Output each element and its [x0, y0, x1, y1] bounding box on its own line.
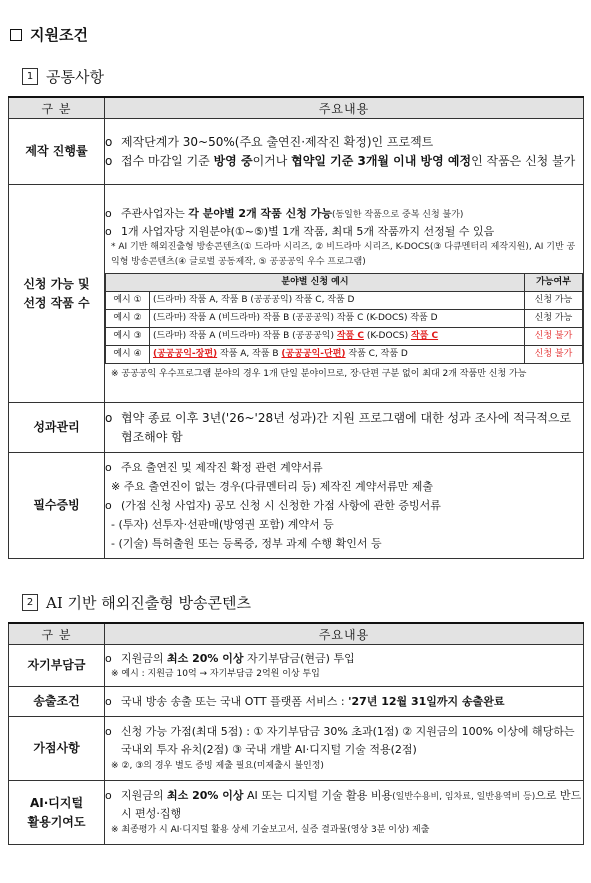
row-label: AI·디지털 활용기여도 [9, 781, 105, 845]
list-item: - (기술) 특허출원 또는 등록증, 정부 과제 수행 확인서 등 [111, 537, 382, 550]
status-badge: 신청 가능 [525, 292, 583, 310]
section-2-heading [22, 592, 251, 613]
footnote: ※ 공공공익 우수프로그램 분야의 경우 1개 단일 분야이므로, 장·단편 구분 없이 최대 2개 작품만 신청 가능 [111, 369, 527, 379]
header-content: 주요내용 [105, 97, 584, 119]
table-header-row [9, 97, 584, 119]
row-label: 신청 가능 및 선정 작품 수 [9, 185, 105, 403]
examples-table [105, 273, 583, 364]
table-header-row [9, 623, 584, 645]
list-item: o 제작단계가 30~50%(주요 출연진·제작진 확정)인 프로젝트 [105, 134, 434, 149]
list-item: o 지원금의 최소 20% 이상 자기부담금(현금) 투입 [105, 651, 355, 665]
list-item: o 신청 가능 가점(최대 5점) : ① 자기부담금 30% 초과(1점) ② 지원금의 100% 이상에 해당하는 국내외 투자 유치(2점) ③ 국내 개발 AI·디지털 기술 적용(2점) [105, 725, 575, 756]
row-content [105, 717, 584, 781]
table-row [9, 453, 584, 559]
section-number-box: 2 [22, 594, 38, 611]
table-row: 예시 ① (드라마) 작품 A, 작품 B (공공공익) 작품 C, 작품 D 신청 가능 [106, 292, 583, 310]
footnote: * AI 기반 해외진출형 방송콘텐츠(① 드라마 시리즈, ② 비드라마 시리즈, K-DOCS(③ 다큐멘터리 제작지원), AI 기반 공익형 방송콘텐츠(④ 글로벌 공동제작, ⑤ 공공공익 우수 프로그램) [111, 242, 576, 267]
table-row [9, 403, 584, 453]
table-row [9, 645, 584, 687]
examples-header: 분야별 신청 예시 [106, 274, 525, 292]
row-content [105, 645, 584, 687]
footnote: ※ ②, ③의 경우 별도 증빙 제출 필요(미제출시 불인정) [111, 761, 324, 771]
row-content [105, 119, 584, 185]
page-title [10, 24, 88, 45]
section-1-heading [22, 66, 104, 87]
table-row [9, 781, 584, 845]
status-badge: 신청 가능 [525, 310, 583, 328]
table-row: 예시 ② (드라마) 작품 A (비드라마) 작품 B (공공공익) 작품 C (K-DOCS) 작품 D 신청 가능 [106, 310, 583, 328]
row-content [105, 781, 584, 845]
table-row [9, 687, 584, 717]
row-content [105, 687, 584, 717]
row-label: 송출조건 [9, 687, 105, 717]
list-item: o (가점 신청 사업자) 공모 신청 시 신청한 가점 사항에 관한 증빙서류 [105, 499, 441, 512]
list-item: o 협약 종료 이후 3년('26~'28년 성과)간 지원 프로그램에 대한 성과 조사에 적극적으로 협조해야 함 [105, 410, 572, 444]
table-row: 예시 ③ (드라마) 작품 A (비드라마) 작품 B (공공공익) 작품 C (K-DOCS) 작품 C 신청 불가 [106, 328, 583, 346]
header-category: 구 분 [9, 623, 105, 645]
status-badge: 신청 불가 [525, 328, 583, 346]
ai-overseas-content-table [8, 622, 584, 845]
list-item: o 접수 마감일 기준 방영 중이거나 협약일 기준 3개월 이내 방영 예정인 작품은 신청 불가 [105, 153, 576, 168]
table-row: 예시 ④ (공공공익-장편) 작품 A, 작품 B (공공공익-단편) 작품 C, 작품 D 신청 불가 [106, 346, 583, 364]
header-category: 구 분 [9, 97, 105, 119]
list-item: o 1개 사업자당 지원분야(①~⑤)별 1개 작품, 최대 5개 작품까지 선정될 수 있음 [105, 225, 495, 238]
section-2-title: AI 기반 해외진출형 방송콘텐츠 [46, 594, 251, 612]
status-header: 가능여부 [525, 274, 583, 292]
common-conditions-table [8, 96, 584, 559]
header-content: 주요내용 [105, 623, 584, 645]
section-number-box: 1 [22, 68, 38, 85]
row-content [105, 403, 584, 453]
row-label: 필수증빙 [9, 453, 105, 559]
row-label: 자기부담금 [9, 645, 105, 687]
table-row [9, 717, 584, 781]
list-item: o 지원금의 최소 20% 이상 AI 또는 디지털 기술 활용 비용(일반수용비, 임차료, 일반용역비 등)으로 반드시 편성·집행 [105, 789, 582, 820]
footnote: ※ 주요 출연진이 없는 경우(다큐멘터리 등) 제작진 계약서류만 제출 [111, 480, 434, 493]
status-badge: 신청 불가 [525, 346, 583, 364]
row-label: 제작 진행률 [9, 119, 105, 185]
footnote: ※ 최종평가 시 AI·디지털 활용 상세 기술보고서, 실증 결과물(영상 3분 이상) 제출 [111, 825, 430, 835]
list-item: o 국내 방송 송출 또는 국내 OTT 플랫폼 서비스 : '27년 12월 31일까지 송출완료 [105, 694, 505, 708]
row-content [105, 453, 584, 559]
footnote: ※ 예시 : 지원금 10억 → 자기부담금 2억원 이상 투입 [111, 668, 320, 679]
checkbox-square-icon [10, 29, 22, 41]
page-title-text: 지원조건 [30, 26, 88, 44]
table-row [9, 119, 584, 185]
section-1-title: 공통사항 [46, 68, 104, 86]
list-item: - (투자) 선투자·선판매(방영권 포함) 계약서 등 [111, 518, 334, 531]
row-label: 가점사항 [9, 717, 105, 781]
list-item: o 주관사업자는 각 분야별 2개 작품 신청 가능(동일한 작품으로 중복 신청 불가) [105, 207, 464, 220]
row-content [105, 185, 584, 403]
table-row [9, 185, 584, 403]
row-label: 성과관리 [9, 403, 105, 453]
list-item: o 주요 출연진 및 제작진 확정 관련 계약서류 [105, 461, 323, 474]
